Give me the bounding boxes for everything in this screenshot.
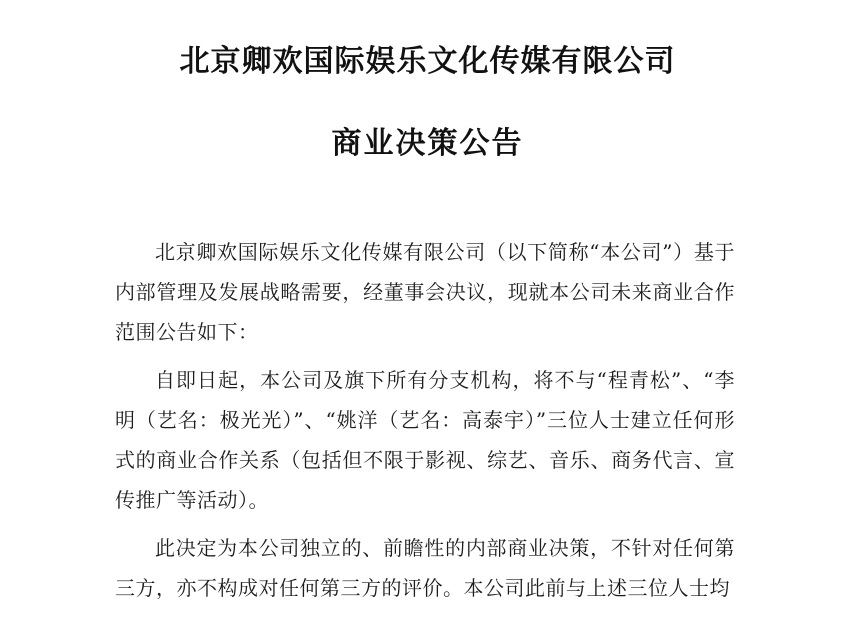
document-body [115,232,735,616]
company-title: 北京卿欢国际娱乐文化传媒有限公司 [179,44,676,79]
paragraph-decision: 自即日起，本公司及旗下所有分支机构，将不与“程青松”、“李明（艺名：极光光）”、“姚洋（艺名：高泰宇）”三位人士建立任何形式的商业合作关系（包括但不限于影视、综艺、音乐、商务代言、宣传推广等活动）。 [115,368,735,512]
paragraph-statement: 此决定为本公司独立的、前瞻性的内部商业决策，不针对任何第三方，亦不构成对任何第三方的评价。本公司此前与上述三位人士均 [115,536,735,600]
document-title: 商业决策公告 [331,126,524,161]
paragraph-intro: 北京卿欢国际娱乐文化传媒有限公司（以下简称“本公司”）基于内部管理及发展战略需要，经董事会决议，现就本公司未来商业合作范围公告如下： [115,240,735,344]
